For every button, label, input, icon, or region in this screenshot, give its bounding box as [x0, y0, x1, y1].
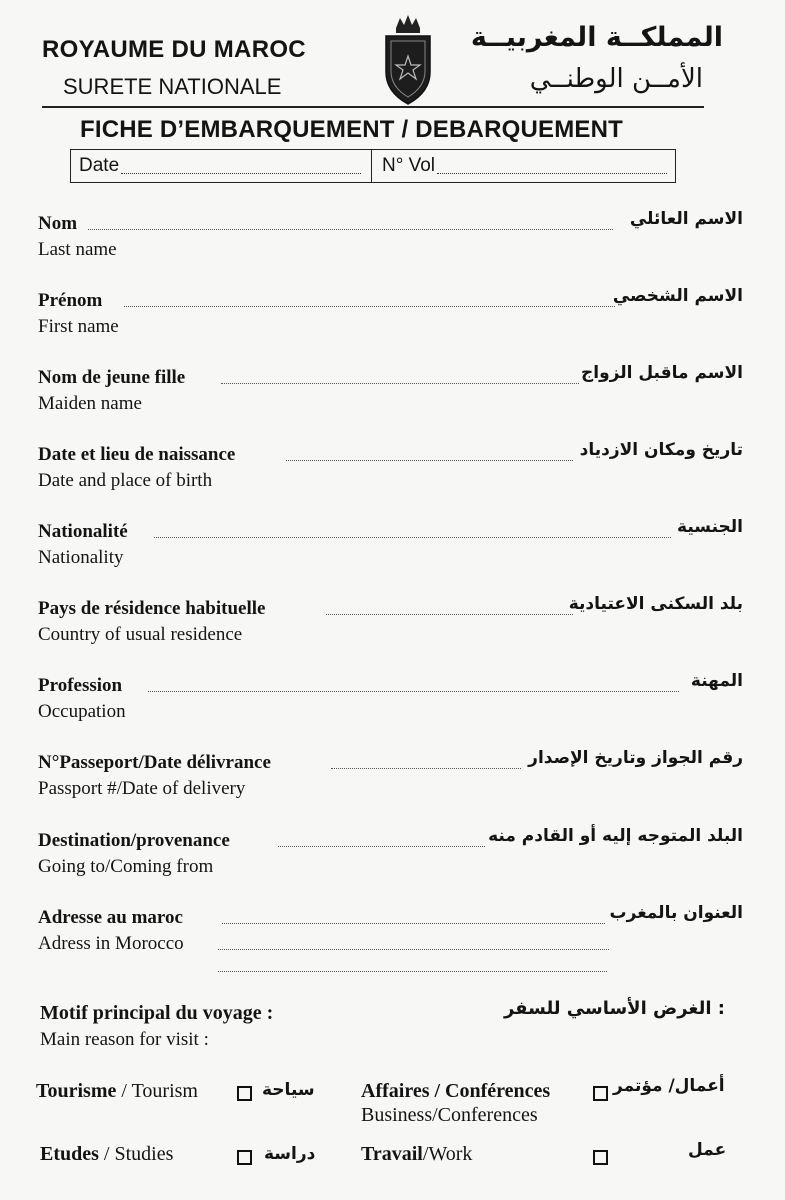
motif-label-fr: Motif principal du voyage : [40, 1002, 274, 1024]
reason-business-ar: أعمال/ مؤتمر [613, 1076, 725, 1096]
reason-tourism-fr: Tourisme [36, 1080, 117, 1102]
field-label-fr: Profession [38, 675, 123, 696]
field-entry-line [148, 691, 679, 692]
reason-work-fr: Travail [361, 1143, 423, 1165]
field-label-ar: الاسم الشخصي [612, 286, 743, 306]
field-entry-line [286, 460, 573, 461]
reason-studies-ar: دراسة [264, 1144, 316, 1164]
field-passport[interactable] [38, 748, 743, 806]
reason-business-en: Business/Conferences [361, 1104, 538, 1126]
field-label-en: Country of usual residence [38, 624, 243, 645]
field-birth-date-place[interactable] [38, 440, 743, 498]
field-label-en: Adress in Morocco [38, 933, 184, 954]
flight-date-field[interactable] [71, 150, 371, 182]
reason-work-ar: عمل [688, 1140, 727, 1160]
field-label-fr: Adresse au maroc [38, 907, 183, 928]
field-entry-line [278, 846, 485, 847]
flight-number-field[interactable] [371, 150, 677, 182]
field-entry-line [221, 383, 579, 384]
field-label-fr: Prénom [38, 290, 103, 311]
field-label-ar: تاريخ ومكان الازدياد [579, 440, 743, 460]
work-checkbox[interactable] [593, 1150, 608, 1165]
field-label-fr: Nationalité [38, 521, 128, 542]
header-divider [42, 106, 704, 108]
field-entry-line [331, 768, 521, 769]
field-destination[interactable] [38, 826, 743, 884]
field-entry-line [154, 537, 671, 538]
field-entry-line [88, 229, 613, 230]
field-label-ar: المهنة [690, 671, 743, 691]
flight-number-line [437, 159, 667, 174]
address-extra-line[interactable] [218, 971, 607, 972]
reason-work: Travail/Work [361, 1143, 473, 1165]
field-label-en: Nationality [38, 547, 124, 568]
agency-title-fr: SURETE NATIONALE [63, 74, 282, 99]
field-nationality[interactable] [38, 517, 743, 575]
flight-info-box [70, 149, 676, 183]
field-first-name[interactable] [38, 286, 743, 344]
motif-label-en: Main reason for visit : [40, 1029, 209, 1050]
field-label-en: Last name [38, 239, 117, 260]
motif-label-ar: : الغرض الأساسي للسفر [503, 998, 725, 1019]
field-label-fr: Date et lieu de naissance [38, 444, 236, 465]
field-maiden-name[interactable] [38, 363, 743, 421]
tourism-checkbox[interactable] [237, 1086, 252, 1101]
police-emblem-icon [380, 14, 436, 106]
field-label-fr: Pays de résidence habituelle [38, 598, 266, 619]
field-label-en: First name [38, 316, 119, 337]
field-label-ar: البلد المتوجه إليه أو القادم منه [488, 826, 743, 846]
field-entry-line [222, 923, 605, 924]
reason-tourism-ar: سياحة [262, 1080, 315, 1100]
reason-tourism: Tourisme / Tourism [36, 1080, 198, 1102]
field-label-ar: رقم الجواز وتاريخ الإصدار [528, 748, 743, 768]
reason-business-fr: Affaires / Conférences [361, 1080, 551, 1102]
reason-business [361, 1080, 550, 1103]
business-checkbox[interactable] [593, 1086, 608, 1101]
field-address-morocco[interactable] [38, 903, 743, 961]
reason-tourism-en: Tourism [131, 1080, 198, 1102]
field-label-fr: N°Passeport/Date délivrance [38, 752, 271, 773]
field-label-fr: Nom [38, 213, 78, 234]
flight-date-label: Date [79, 155, 120, 176]
field-label-en: Maiden name [38, 393, 142, 414]
field-label-en: Going to/Coming from [38, 856, 214, 877]
field-country-residence[interactable] [38, 594, 743, 652]
field-entry-line [124, 306, 615, 307]
field-entry-line [326, 614, 573, 615]
field-label-fr: Destination/provenance [38, 830, 230, 851]
flight-date-line [121, 159, 361, 174]
kingdom-title-fr: ROYAUME DU MAROC [42, 36, 306, 63]
reason-studies: Etudes / Studies [40, 1143, 174, 1165]
reason-studies-fr: Etudes [40, 1143, 99, 1165]
studies-checkbox[interactable] [237, 1150, 252, 1165]
field-entry-line [218, 949, 609, 950]
field-label-en: Occupation [38, 701, 126, 722]
field-label-en: Passport #/Date of delivery [38, 778, 246, 799]
field-label-en: Date and place of birth [38, 470, 213, 491]
flight-number-label: N° Vol [382, 155, 436, 176]
reason-studies-en: Studies [114, 1143, 174, 1165]
field-occupation[interactable] [38, 671, 743, 729]
reason-work-en: Work [428, 1143, 473, 1165]
form-title: FICHE D’EMBARQUEMENT / DEBARQUEMENT [80, 116, 624, 143]
kingdom-title-ar: المملكــة المغربيــة [470, 22, 723, 53]
field-label-ar: الاسم العائلي [629, 209, 743, 229]
field-last-name[interactable] [38, 209, 743, 267]
field-label-fr: Nom de jeune fille [38, 367, 186, 388]
agency-title-ar: الأمــن الوطنــي [529, 64, 703, 94]
field-label-ar: الاسم ماقبل الزواج [581, 363, 743, 383]
field-label-ar: الجنسية [677, 517, 743, 537]
field-label-ar: بلد السكنى الاعتيادية [568, 594, 743, 614]
field-label-ar: العنوان بالمغرب [609, 903, 743, 923]
